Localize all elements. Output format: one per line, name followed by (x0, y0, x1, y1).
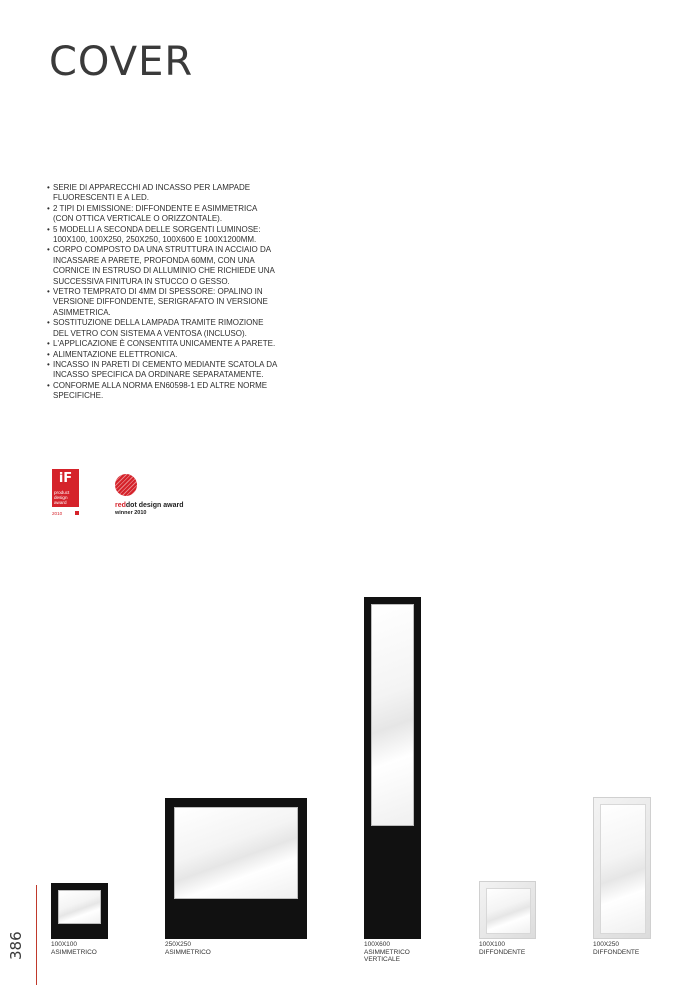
red-square-icon (75, 511, 79, 515)
spec-item: • INCASSO IN PARETI DI CEMENTO MEDIANTE SCATOLA DA INCASSO SPECIFICA DA ORDINARE SEPARATAMENTE. (47, 360, 277, 381)
if-logo-mark: iF (52, 469, 79, 489)
spec-list (47, 183, 277, 402)
product-caption: 100X100 DIFFONDENTE (479, 941, 526, 956)
spec-item: • ALIMENTAZIONE ELETTRONICA. (47, 350, 277, 360)
page-margin-line (36, 885, 37, 985)
page-title: COVER (49, 39, 194, 85)
spec-item: • SOSTITUZIONE DELLA LAMPADA TRAMITE RIMOZIONE DEL VETRO CON SISTEMA A VENTOSA (INCLUSO). (47, 318, 277, 339)
glass-panel (486, 888, 531, 934)
spec-item: • L'APPLICAZIONE È CONSENTITA UNICAMENTE A PARETE. (47, 339, 277, 349)
product-image-100x250-diffondente (593, 797, 651, 939)
if-award-label: product design award (52, 489, 79, 507)
reddot-award-label: reddot design award (115, 502, 184, 509)
spec-item: • 5 MODELLI A SECONDA DELLE SORGENTI LUMINOSE: 100X100, 100X250, 250X250, 100X600 E 100X1200MM. (47, 225, 277, 246)
reddot-icon (115, 474, 137, 496)
glass-panel (58, 890, 101, 924)
reddot-award-winner: winner 2010 (115, 510, 147, 516)
glass-panel (371, 604, 414, 826)
spec-item: • VETRO TEMPRATO DI 4MM DI SPESSORE: OPALINO IN VERSIONE DIFFONDENTE, SERIGRAFATO IN VERSIONE ASIMMETRICA. (47, 287, 277, 318)
product-image-100x100-asimmetrico (51, 883, 108, 939)
reddot-award-logo (115, 474, 183, 516)
glass-panel (600, 804, 646, 934)
product-image-100x600-asimmetrico-verticale (364, 597, 421, 939)
spec-item: • CONFORME ALLA NORMA EN60598-1 ED ALTRE NORME SPECIFICHE. (47, 381, 277, 402)
spec-item: • SERIE DI APPARECCHI AD INCASSO PER LAMPADE FLUORESCENTI E A LED. (47, 183, 277, 204)
product-image-100x100-diffondente (479, 881, 536, 939)
product-caption: 250X250 ASIMMETRICO (165, 941, 211, 956)
product-caption: 100X600 ASIMMETRICO VERTICALE (364, 941, 410, 963)
product-caption: 100X250 DIFFONDENTE (593, 941, 640, 956)
spec-item: • 2 TIPI DI EMISSIONE: DIFFONDENTE E ASIMMETRICA (CON OTTICA VERTICALE O ORIZZONTALE). (47, 204, 277, 225)
if-award-logo (52, 469, 79, 516)
glass-panel (174, 807, 298, 899)
if-award-year: 2010 (52, 511, 63, 516)
product-caption: 100X100 ASIMMETRICO (51, 941, 97, 956)
spec-item: • CORPO COMPOSTO DA UNA STRUTTURA IN ACCIAIO DA INCASSARE A PARETE, PROFONDA 60MM, CON UNA CORNICE IN ESTRUSO DI ALLUMINIO CHE RICHIEDE UNA SUCCESSIVA FINITURA IN STUCCO O GESSO. (47, 245, 277, 287)
product-image-250x250-asimmetrico (165, 798, 307, 939)
page-number: 386 (7, 931, 25, 960)
